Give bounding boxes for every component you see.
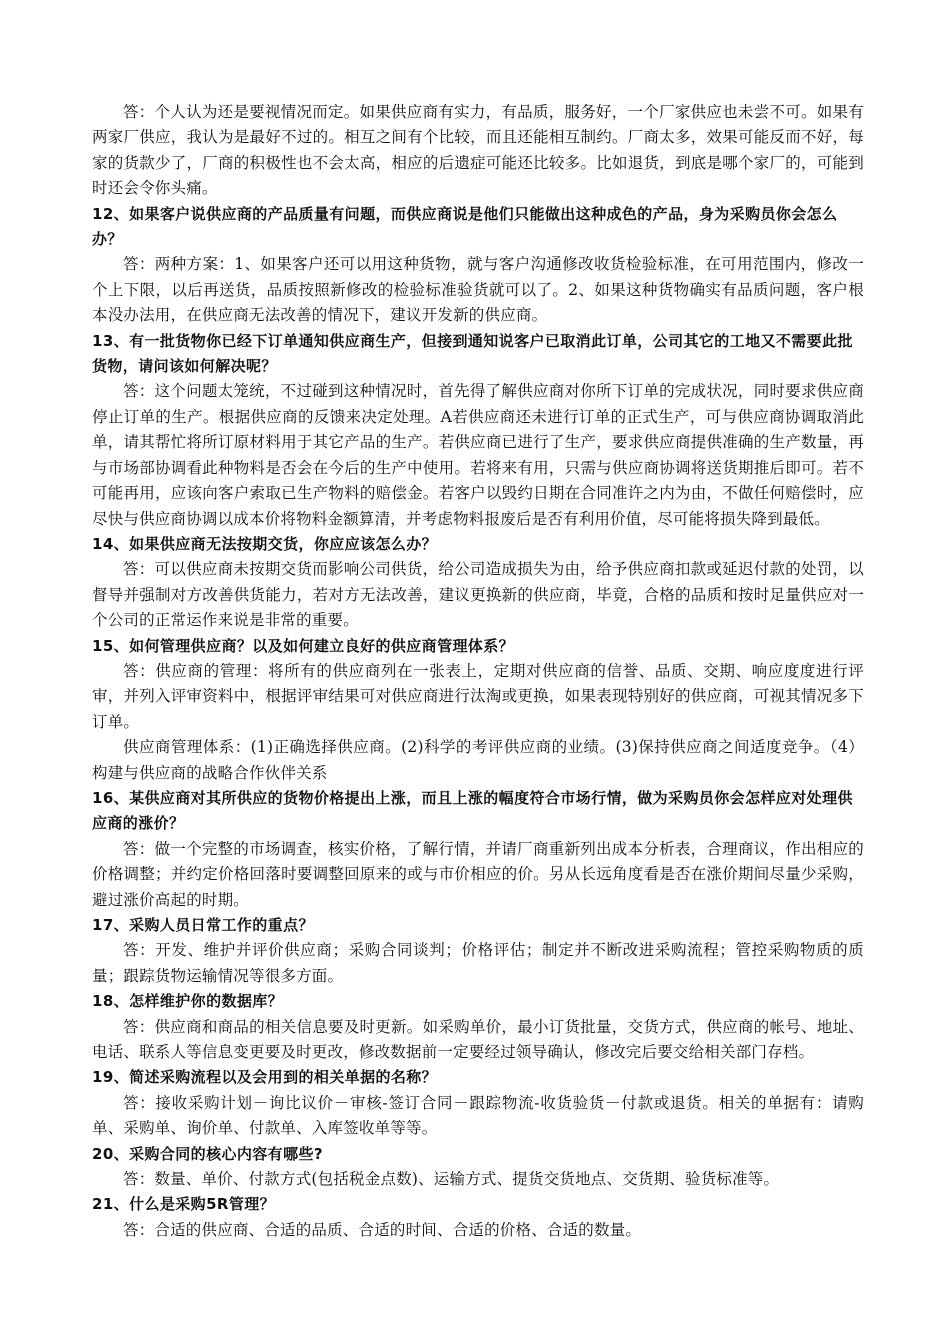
question-16: 16、某供应商对其所供应的货物价格提出上涨，而且上涨的幅度符合市场行情，做为采购员你会怎样应对处理供应商的涨价？ bbox=[92, 788, 853, 833]
question-20: 20、采购合同的核心内容有哪些? bbox=[92, 1144, 323, 1163]
question-21: 21、什么是采购5R管理？ bbox=[92, 1195, 276, 1214]
answer-13: 答：这个问题太笼统，不过碰到这种情况时，首先得了解供应商对你所下订单的完成状况，同时要求供应商停止订单的生产。根据供应商的反馈来决定处理。A若供应商还未进行订单的正式生产，可与供应商协调取消此单，请其帮忙将所订原材料用于其它产品的生产。若供应商已进行了生产，要求供应商提供准确的生产数量，再与市场部协调看此种物料是否会在今后的生产中使用。若将来有用，只需与供应商协调将送货期推后即可。若不可能再用，应该向客户索取已生产物料的赔偿金。若客户以毁约日期在合同准许之内为由，不做任何赔偿时，应尽快与供应商协调以成本价将物料金额算清，并考虑物料报废后是否有利用价值，尽可能将损失降到最低。 bbox=[92, 382, 864, 528]
answer-18: 答：供应商和商品的相关信息要及时更新。如采购单价，最小订货批量，交货方式，供应商的帐号、地址、电话、联系人等信息变更要及时更改，修改数据前一定要经过领导确认，修改完后要交给相关部门存档。 bbox=[92, 1017, 864, 1062]
question-12: 12、如果客户说供应商的产品质量有问题，而供应商说是他们只能做出这种成色的产品，身为采购员你会怎么办？ bbox=[92, 204, 838, 249]
answer-17: 答：开发、维护并评价供应商；采购合同谈判；价格评估；制定并不断改进采购流程；管控采购物质的质量；跟踪货物运输情况等很多方面。 bbox=[92, 941, 864, 985]
answer-15-system: 供应商管理体系：(1)正确选择供应商。(2)科学的考评供应商的业绩。(3)保持供应商之间适度竞争。（4）构建与供应商的战略合作伙伴关系 bbox=[92, 738, 864, 782]
document-page bbox=[92, 100, 864, 1243]
question-13: 13、有一批货物你已经下订单通知供应商生产，但接到通知说客户已取消此订单，公司其它的工地又不需要此批货物，请问该如何解决呢？ bbox=[92, 331, 853, 376]
answer-11: 答：个人认为还是要视情况而定。如果供应商有实力，有品质，服务好，一个厂家供应也未尝不可。如果有两家厂供应，我认为是最好不过的。相互之间有个比较，而且还能相互制约。厂商太多，效果可能反而不好，每家的货款少了，厂商的积极性也不会太高，相应的后遗症可能还比较多。比如退货，到底是哪个家厂的，可能到时还会令你头痛。 bbox=[92, 103, 864, 198]
answer-19: 答：接收采购计划－询比议价－审核-签订合同－跟踪物流-收货验货－付款或退货。相关的单据有：请购单、采购单、询价单、付款单、入库签收单等等。 bbox=[92, 1093, 864, 1138]
answer-14: 答：可以供应商未按期交货而影响公司供货，给公司造成损失为由，给予供应商扣款或延迟付款的处罚，以督导并强制对方改善供货能力，若对方无法改善，建议更换新的供应商，毕竟，合格的品质和按时足量供应对一个公司的正常运作来说是非常的重要。 bbox=[92, 560, 864, 630]
question-15: 15、如何管理供应商？以及如何建立良好的供应商管理体系？ bbox=[92, 636, 515, 655]
answer-12: 答：两种方案：1、如果客户还可以用这种货物，就与客户沟通修改收货检验标准，在可用范围内，修改一个上下限，以后再送货，品质按照新修改的检验标准验货就可以了。2、如果这种货物确实有品质问题，客户根本没办法用，在供应商无法改善的情况下，建议开发新的供应商。 bbox=[92, 255, 864, 325]
answer-21: 答：合适的供应商、合适的品质、合适的时间、合适的价格、合适的数量。 bbox=[123, 1220, 642, 1239]
question-18: 18、怎样维护你的数据库？ bbox=[92, 992, 284, 1011]
answer-20: 答：数量、单价、付款方式(包括税金点数)、运输方式、提货交货地点、交货期、验货标准等。 bbox=[123, 1170, 780, 1189]
answer-15-management: 答：供应商的管理：将所有的供应商列在一张表上，定期对供应商的信誉、品质、交期、响应度度进行评审，并列入评审资料中，根据评审结果可对供应商进行汰淘或更换，如果表现特别好的供应商，可视其情况多下订单。 bbox=[92, 661, 864, 731]
question-19: 19、简述采购流程以及会用到的相关单据的名称？ bbox=[92, 1068, 438, 1087]
answer-16: 答：做一个完整的市场调查，核实价格，了解行情，并请厂商重新列出成本分析表，合理商议，作出相应的价格调整；并约定价格回落时要调整回原来的或与市价相应的价。另从长远角度看是否在涨价期间尽量少采购，避过涨价高起的时期。 bbox=[92, 839, 864, 909]
question-17: 17、采购人员日常工作的重点？ bbox=[92, 916, 314, 934]
question-14: 14、如果供应商无法按期交货，你应应该怎么办？ bbox=[92, 534, 438, 553]
